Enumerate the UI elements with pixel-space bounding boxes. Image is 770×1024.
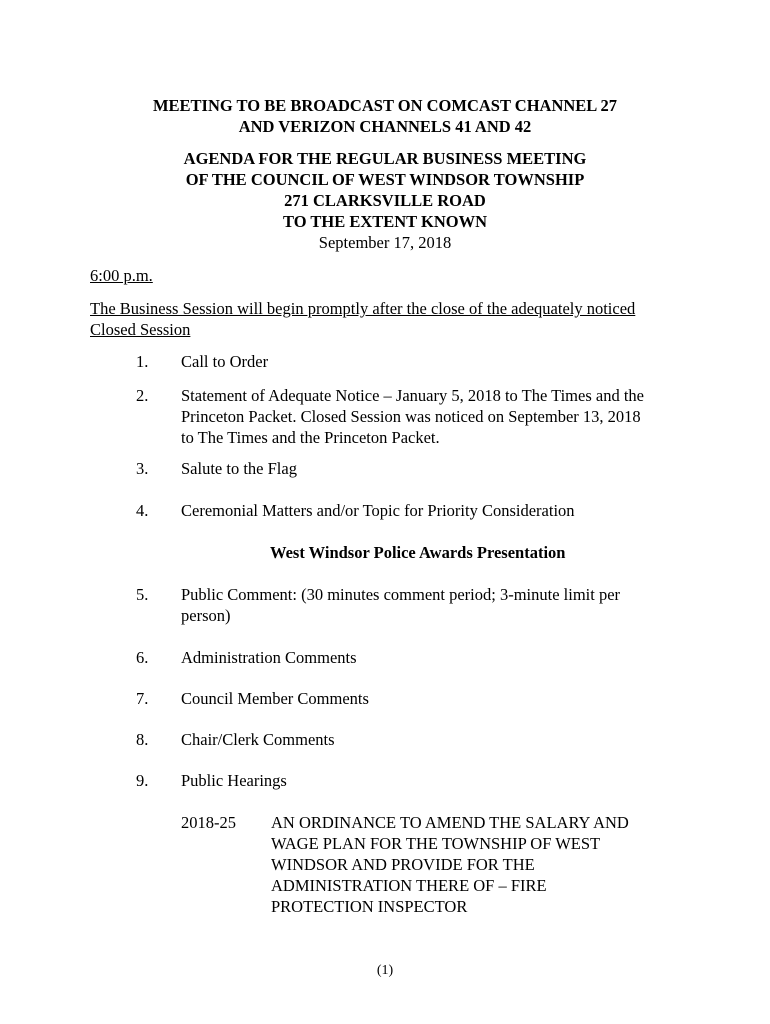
ceremonial-subheading: West Windsor Police Awards Presentation [270,543,566,562]
item-text: Administration Comments [181,648,357,667]
item-text: Council Member Comments [181,689,369,708]
ordinance-text: AN ORDINANCE TO AMEND THE SALARY AND WAGE PLAN FOR THE TOWNSHIP OF WEST WINDSOR AND PROVIDE FOR THE ADMINISTRATION THERE OF – FIRE PROTECTION INSPECTOR [271,813,629,916]
item-text: Chair/Clerk Comments [181,730,335,749]
intro-line-2: Closed Session [90,320,191,339]
item-text: Statement of Adequate Notice – January 5, 2018 to The Times and the Princeton Packet. Closed Session was noticed on September 13, 2018 to The Times and the Princeton Packet. [181,386,644,447]
item-number: 8. [136,730,149,749]
item-number: 6. [136,648,149,667]
item-text: Salute to the Flag [181,459,297,478]
broadcast-line-2: AND VERIZON CHANNELS 41 AND 42 [238,117,532,136]
item-number: 9. [136,771,149,790]
agenda-title-line-1: AGENDA FOR THE REGULAR BUSINESS MEETING [183,149,587,168]
item-text: Ceremonial Matters and/or Topic for Priority Consideration [181,501,575,520]
broadcast-line-1: MEETING TO BE BROADCAST ON COMCAST CHANNEL 27 [152,96,618,115]
ordinance-number: 2018-25 [181,813,236,832]
intro-line-1: The Business Session will begin promptly after the close of the adequately noticed [90,299,636,318]
agenda-address: 271 CLARKSVILLE ROAD [284,191,486,210]
item-number: 4. [136,501,149,520]
item-number: 3. [136,459,149,478]
meeting-time: 6:00 p.m. [90,266,153,285]
item-number: 7. [136,689,149,708]
agenda-title-line-2: OF THE COUNCIL OF WEST WINDSOR TOWNSHIP [185,170,585,189]
item-number: 5. [136,585,149,604]
item-text: Public Comment: (30 minutes comment period; 3-minute limit per person) [181,585,621,625]
item-text: Public Hearings [181,771,287,790]
page-number: (1) [376,963,394,978]
agenda-extent-known: TO THE EXTENT KNOWN [282,212,488,231]
meeting-date: September 17, 2018 [318,233,452,252]
item-text: Call to Order [181,352,269,371]
item-number: 2. [136,386,149,405]
item-number: 1. [136,352,149,371]
